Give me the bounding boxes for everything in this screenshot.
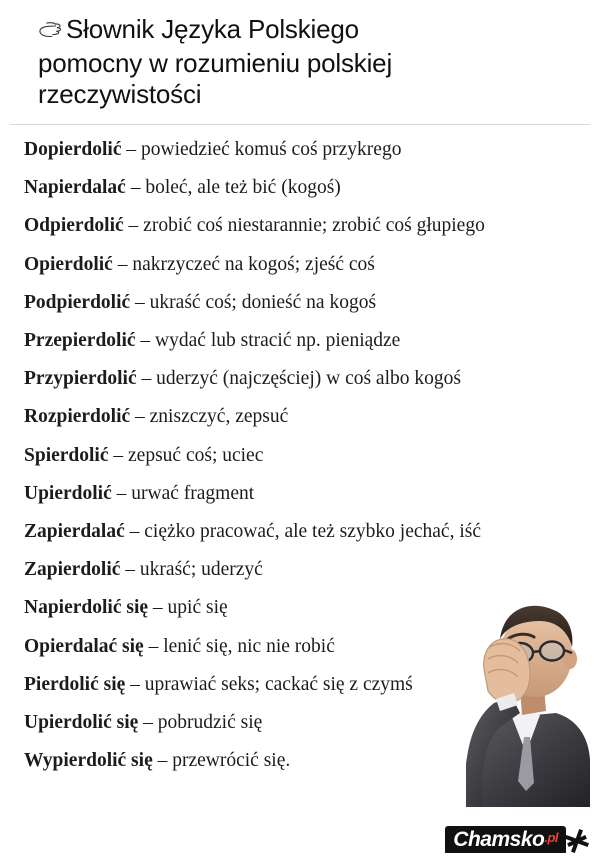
list-item	[24, 742, 590, 780]
entry-term: Przypierdolić	[24, 368, 137, 390]
entry-definition: ciężko pracować, ale też szybko jechać, iść	[144, 521, 481, 543]
list-item	[24, 589, 590, 627]
entry-term: Przepierdolić	[24, 330, 136, 352]
entry-definition: ukraść coś; donieść na kogoś	[149, 291, 377, 313]
entry-definition: lenić się, nic nie robić	[163, 635, 335, 657]
entry-definition: zepsuć coś; uciec	[128, 444, 264, 466]
entry-dash: –	[130, 406, 150, 428]
entry-term: Spierdolić	[24, 444, 109, 466]
entry-term: Podpierdolić	[24, 291, 131, 313]
star-mark-icon	[564, 828, 590, 854]
entry-definition: pobrudzić się	[157, 712, 263, 734]
entry-dash: –	[130, 291, 150, 313]
heading-line-3: rzeczywistości	[38, 79, 202, 109]
heading-line-2: pomocny w rozumieniu polskiej	[38, 48, 393, 78]
entry-definition: zrobić coś niestarannie; zrobić coś głupiego	[143, 215, 485, 237]
list-item	[24, 513, 590, 551]
entry-definition: zniszczyć, zepsuć	[149, 406, 289, 428]
list-item	[24, 628, 590, 666]
entry-term: Rozpierdolić	[24, 406, 131, 428]
entry-term: Zapierdolić	[24, 559, 121, 581]
entry-dash: –	[121, 139, 141, 160]
entry-dash: –	[112, 253, 133, 275]
entry-term: Wypierdolić się	[24, 750, 153, 772]
entry-dash: –	[125, 673, 145, 695]
entry-dash: –	[152, 750, 173, 772]
list-item	[24, 551, 590, 589]
list-item	[24, 131, 590, 169]
entry-dash: –	[111, 482, 132, 504]
entry-dash: –	[136, 368, 157, 390]
list-item	[24, 704, 590, 742]
entry-term: Upierdolić się	[24, 712, 139, 734]
entry-definition: boleć, ale też bić (kogoś)	[145, 177, 341, 199]
entry-term: Upierdolić	[24, 482, 112, 504]
entry-dash: –	[135, 330, 156, 352]
list-item	[24, 322, 590, 360]
definitions-list	[0, 125, 600, 780]
entry-dash: –	[138, 712, 158, 734]
entry-term: Zapierdalać	[24, 521, 125, 543]
heading-line-1	[38, 14, 574, 48]
list-item	[24, 246, 590, 284]
list-item	[24, 475, 590, 513]
entry-term: Opierdolić	[24, 253, 113, 275]
entry-definition: powiedzieć komuś coś przykrego	[141, 139, 402, 160]
entry-term: Dopierdolić	[24, 139, 122, 160]
entry-definition: przewrócić się.	[172, 750, 291, 772]
watermark-label	[445, 826, 566, 855]
entry-dash: –	[120, 559, 140, 581]
list-item	[24, 666, 590, 704]
list-item	[24, 360, 590, 398]
entry-definition: uderzyć (najczęściej) w coś albo kogoś	[156, 368, 461, 390]
entry-term: Napierdalać	[24, 177, 126, 199]
entry-dash: –	[124, 521, 145, 543]
heading-block	[0, 0, 600, 114]
list-item	[24, 437, 590, 475]
page-bottom-edge	[0, 853, 600, 867]
watermark-tld: .pl	[544, 830, 558, 845]
pointing-hand-icon	[38, 17, 64, 48]
entry-term: Napierdolić się	[24, 597, 149, 619]
list-item	[24, 398, 590, 436]
watermark-text: Chamsko	[453, 828, 545, 851]
watermark	[445, 826, 590, 855]
heading-text-1: Słownik Języka Polskiego	[66, 14, 359, 44]
entry-definition: nakrzyczeć na kogoś; zjeść coś	[132, 253, 375, 275]
entry-definition: ukraść; uderzyć	[139, 559, 263, 581]
entry-term: Opierdalać się	[24, 635, 144, 657]
entry-definition: urwać fragment	[131, 482, 255, 504]
entry-dash: –	[108, 444, 129, 466]
entry-term: Odpierdolić	[24, 215, 124, 237]
entry-dash: –	[143, 635, 164, 657]
list-item	[24, 284, 590, 322]
entry-definition: upić się	[167, 597, 228, 619]
list-item	[24, 207, 590, 245]
entry-dash: –	[123, 215, 144, 237]
list-item	[24, 169, 590, 207]
entry-term: Pierdolić się	[24, 673, 126, 695]
entry-definition: uprawiać seks; cackać się z czymś	[144, 673, 413, 695]
entry-dash: –	[148, 597, 168, 619]
entry-dash: –	[125, 177, 146, 199]
entry-definition: wydać lub stracić np. pieniądze	[155, 330, 401, 352]
